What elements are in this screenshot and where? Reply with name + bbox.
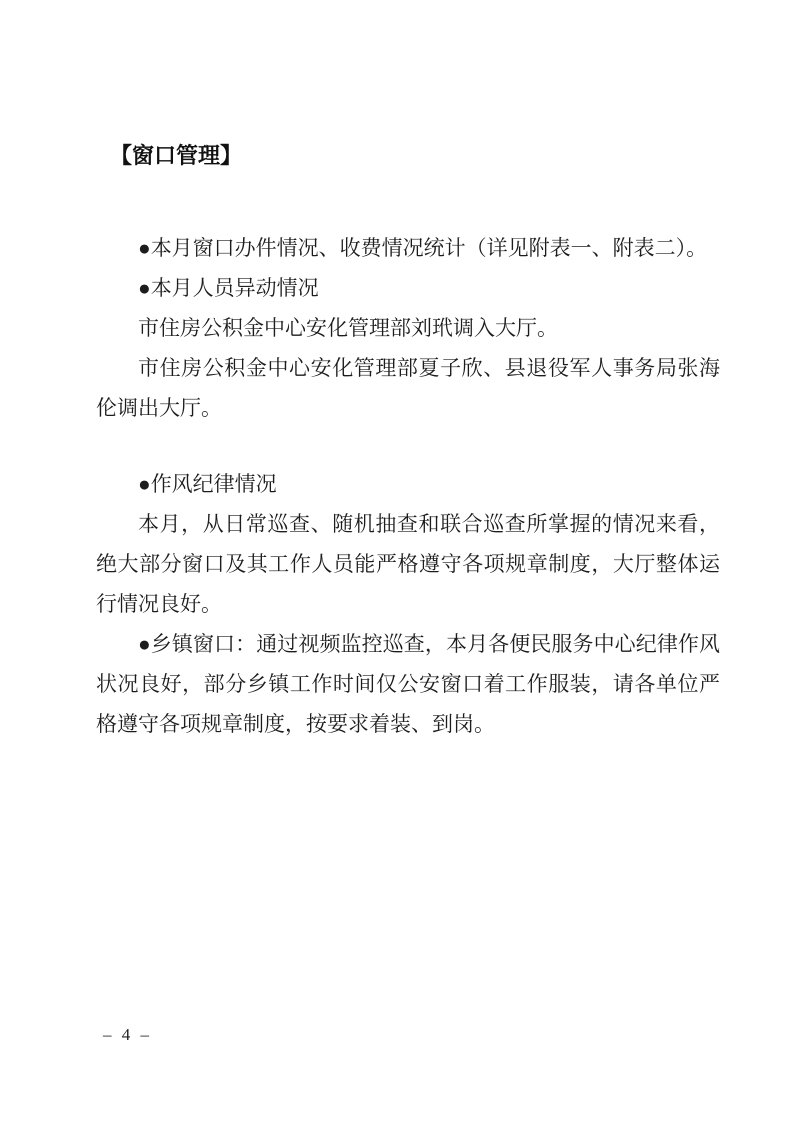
bullet-item	[96, 624, 720, 744]
paragraph-text: 市住房公积金中心安化管理部刘玳调入大厅。	[138, 316, 558, 340]
bullet-item	[96, 228, 720, 268]
section-heading: 【窗口管理】	[110, 143, 243, 168]
paragraph-text: 市住房公积金中心安化管理部夏子欣、县退役军人事务局张海伦调出大厅。	[96, 356, 720, 420]
paragraph	[96, 504, 720, 624]
bullet-item	[96, 268, 720, 308]
bullet-item-text: 乡镇窗口：通过视频监控巡查，本月各便民服务中心纪律作风状况良好，部分乡镇工作时间仅公安窗口着工作服装，请各单位严格遵守各项规章制度，按要求着装、到岗。	[96, 632, 721, 736]
bullet-icon: ●	[138, 632, 151, 656]
paragraph	[96, 308, 720, 348]
bullet-icon: ●	[138, 276, 151, 300]
bullet-item-text: 作风纪律情况	[150, 472, 277, 496]
paragraph	[96, 348, 720, 428]
bullet-icon: ●	[138, 472, 151, 496]
bullet-item-text: 本月人员异动情况	[150, 276, 319, 300]
bullet-item-text: 本月窗口办件情况、收费情况统计（详见附表一、附表二）。	[150, 236, 708, 260]
bullet-icon: ●	[138, 236, 151, 260]
document-body	[96, 228, 720, 744]
bullet-item	[96, 464, 720, 504]
page-number: – 4 –	[103, 1025, 152, 1044]
paragraph-text: 本月，从日常巡查、随机抽查和联合巡查所掌握的情况来看，绝大部分窗口及其工作人员能严格遵守各项规章制度，大厅整体运行情况良好。	[96, 512, 720, 616]
